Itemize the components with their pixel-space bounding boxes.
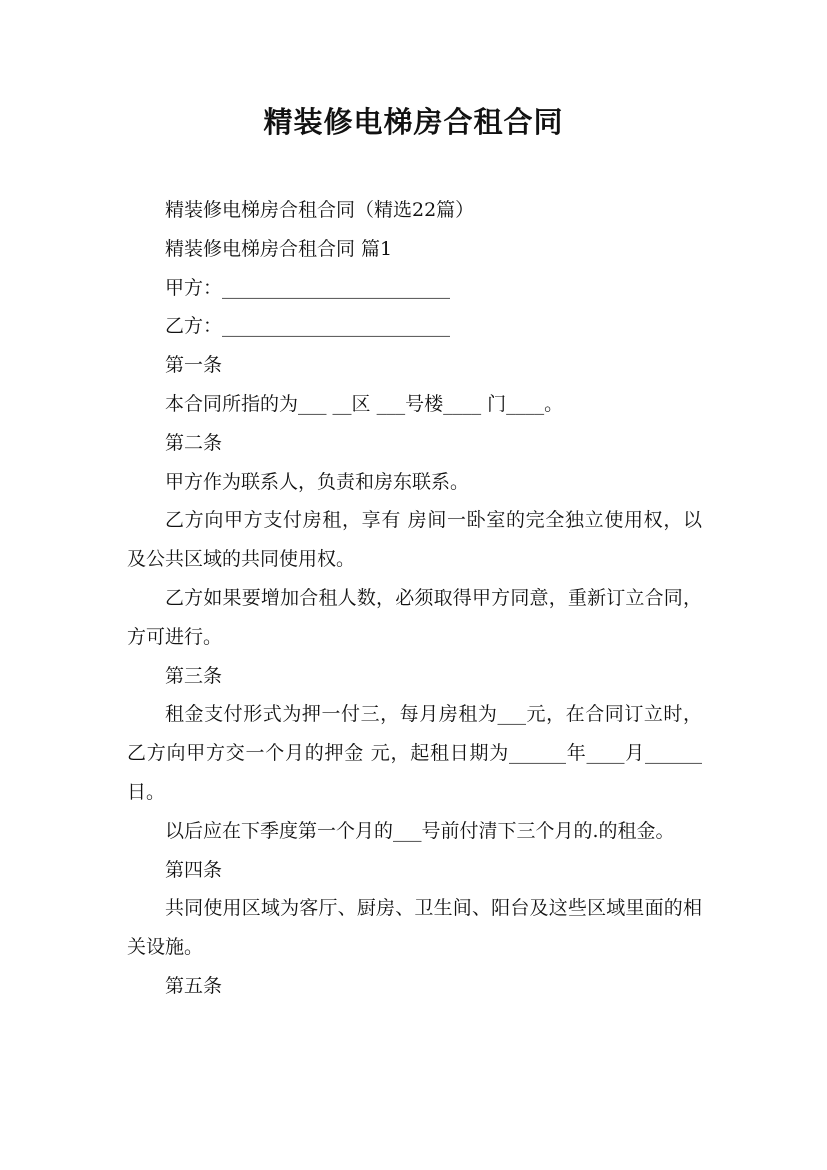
article-1-text: 本合同所指的为___ __区 ___号楼____ 门____。: [165, 392, 564, 415]
article-4-heading: 第四条: [165, 858, 223, 881]
subtitle-line: 精装修电梯房合租合同（精选22篇）: [165, 199, 475, 221]
document-title: 精装修电梯房合租合同: [263, 105, 564, 139]
party-a-line: 甲方：________________________: [165, 276, 451, 299]
article-2-text-2: 乙方向甲方支付房租，享有 房间一卧室的完全独立使用权，以及公共区域的共同使用权。: [127, 509, 702, 571]
article-3-text-2: 以后应在下季度第一个月的___号前付清下三个月的.的租金。: [165, 819, 675, 842]
article-5-heading: 第五条: [165, 974, 223, 997]
article-2-heading: 第二条: [165, 431, 223, 454]
article-2-text-3: 乙方如果要增加合租人数，必须取得甲方同意，重新订立合同，方可进行。: [127, 586, 702, 648]
article-2-text-1: 甲方作为联系人，负责和房东联系。: [165, 470, 470, 493]
article-4-text: 共同使用区域为客厅、厨房、卫生间、阳台及这些区域里面的相关设施。: [127, 897, 702, 959]
article-3-text-1: 租金支付形式为押一付三，每月房租为___元，在合同订立时，乙方向甲方交一个月的押金 元，起租日期为______年____月______日。: [127, 703, 702, 803]
article-1-heading: 第一条: [165, 354, 223, 377]
section-heading: 精装修电梯房合租合同 篇1: [165, 237, 393, 260]
document-body: [127, 191, 702, 1006]
article-3-heading: 第三条: [165, 664, 223, 687]
party-b-line: 乙方：________________________: [165, 315, 451, 338]
